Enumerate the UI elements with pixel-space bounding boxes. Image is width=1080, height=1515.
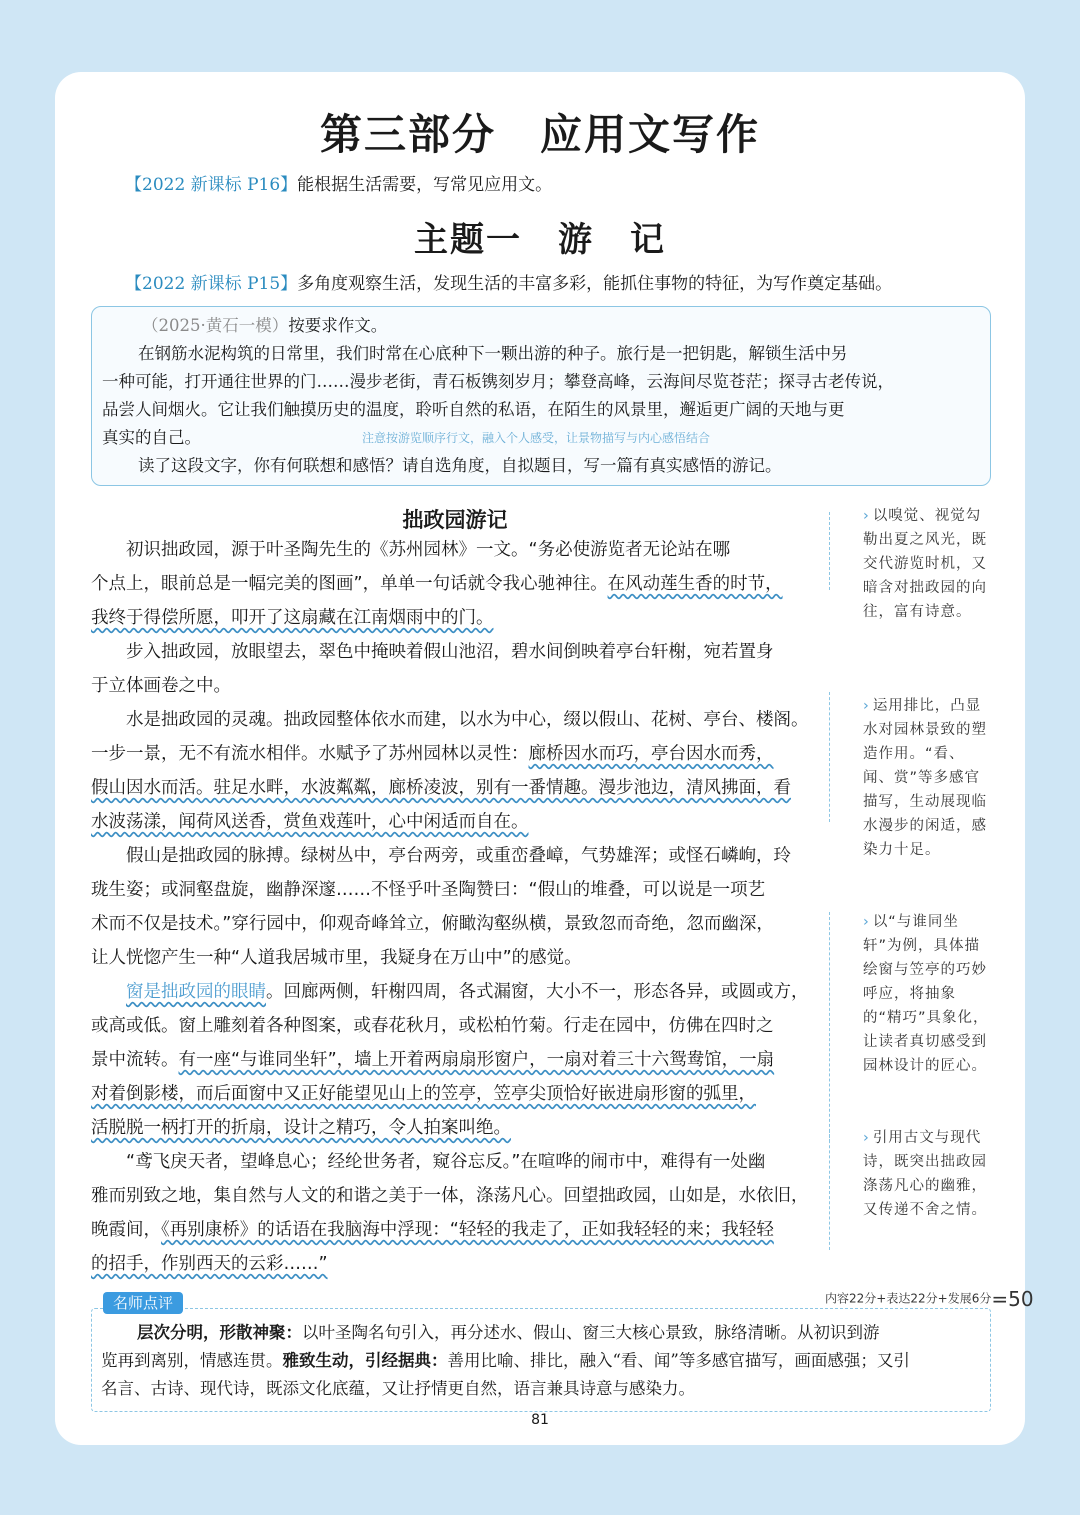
essay-text: 一步一景，无不有流水相伴。水赋予了苏州园林以灵性：: [91, 744, 529, 764]
essay-line: 初识拙政园，源于叶圣陶先生的《苏州园林》一文。“务必使游览者无论站在哪: [91, 540, 731, 560]
score-content-points: 22分: [849, 1291, 877, 1306]
comment-line: [137, 1322, 880, 1344]
essay-line: “鸢飞戾天者，望峰息心；经纶世务者，窥谷忘反。”在喧哗的闹市中，难得有一处幽: [91, 1152, 766, 1172]
standard-tag: 【2022 新课标 P16】: [125, 175, 298, 195]
essay-line: [91, 980, 809, 1004]
essay-line: 雅而别致之地，集自然与人文的和谐之美于一体，涤荡凡心。回望拙政园，山如是，水依旧，: [91, 1186, 809, 1206]
essay-text: 景中流转。: [91, 1050, 179, 1070]
comment-text: 以叶圣陶名句引入，再分述水、假山、窗三大核心景致，脉络清晰。从初识到游: [302, 1323, 880, 1342]
annotated-text: 对着倒影楼，而后面窗中又正好能望见山上的笠亭，笠亭尖顶恰好嵌进扇形窗的弧里，: [91, 1084, 756, 1104]
arrow-right-icon: ›: [863, 914, 870, 930]
side-note-text: 以“与谁同坐轩”为例，具体描绘窗与笠亭的巧妙呼应，将抽象的“精巧”具象化，让读者真切感受到园林设计的匠心。: [863, 914, 989, 1074]
essay-line: 术而不仅是技术。”穿行园中，仰观奇峰耸立，俯瞰沟壑纵横，景致忽而奇绝，忽而幽深，: [91, 914, 774, 934]
standard-tag: 【2022 新课标 P15】: [125, 274, 298, 294]
score-breakdown: 内容22分+表达22分+发展6分=50: [825, 1287, 1034, 1311]
curriculum-standard-p16: [125, 170, 552, 195]
essay-line: 假山是拙政园的脉搏。绿树丛中，亭台两旁，或重峦叠嶂，气势雄浑；或怪石嶙峋，玲: [91, 846, 791, 866]
comment-text: 览再到离别，情感连贯。: [101, 1351, 283, 1370]
essay-text: 。回廊两侧，轩榭四周，各式漏窗，大小不一，形态各异，或圆或方，: [266, 982, 809, 1002]
highlighted-phrase: 窗是拙政园的眼睛: [126, 982, 266, 1002]
standard-text: 多角度观察生活，发现生活的丰富多彩，能抓住事物的特征，为写作奠定基础。: [297, 274, 893, 294]
essay-line: 或高或低。窗上雕刻着各种图案，或春花秋月，或松柏竹菊。行走在园中，仿佛在四时之: [91, 1016, 774, 1036]
essay-text: 个点上，眼前总是一幅完美的图画”，单单一句话就令我心驰神往。: [91, 574, 608, 594]
margin-guide-line: [829, 692, 830, 822]
curriculum-standard-p15: [125, 269, 892, 294]
score-development-label: 发展: [947, 1291, 972, 1306]
document-page: [55, 72, 1034, 1445]
essay-title: 拙政园游记: [402, 508, 508, 532]
margin-guide-line: [829, 512, 830, 590]
theme-title: 主题一 游 记: [414, 220, 666, 260]
essay-text: 晚霞间，: [91, 1220, 161, 1240]
prompt-instruction: 按要求作文。: [288, 316, 388, 335]
side-note: [863, 1126, 993, 1222]
annotated-text: 《再别康桥》的话语在我脑海中浮现：“轻轻的我走了，正如我轻轻的来；我轻轻: [161, 1220, 774, 1240]
standard-text: 能根据生活需要，写常见应用文。: [297, 175, 553, 195]
comment-bold: 层次分明，形散神聚：: [137, 1323, 302, 1342]
annotated-text: 活脱脱一柄打开的折扇，设计之精巧，令人拍案叫绝。: [91, 1118, 511, 1138]
annotated-text: 我终于得偿所愿，叩开了这扇藏在江南烟雨中的门。: [91, 608, 494, 628]
prompt-line: 真实的自己。: [102, 428, 201, 447]
side-note: [863, 504, 993, 624]
prompt-line: 一种可能，打开通往世界的门……漫步老街，青石板镌刻岁月；攀登高峰，云海间尽览苍茫；探寻古老传说，: [102, 372, 894, 391]
side-note-text: 以嗅觉、视觉勾勒出夏之风光，既交代游览时机，又暗含对拙政园的向往，富有诗意。: [863, 508, 987, 620]
essay-line: 珑生姿；或洞壑盘旋，幽静深邃……不怪乎叶圣陶赞曰：“假山的堆叠，可以说是一项艺: [91, 880, 766, 900]
essay-line: [91, 1218, 774, 1242]
prompt-source: （2025·黄石一模）: [142, 316, 289, 335]
essay-line: 步入拙政园，放眼望去，翠色中掩映着假山池沼，碧水间倒映着亭台轩榭，宛若置身: [91, 642, 774, 662]
essay-line: 水是拙政园的灵魂。拙政园整体依水而建，以水为中心，缀以假山、花树、亭台、楼阁。: [91, 710, 809, 730]
margin-guide-line: [829, 912, 830, 1142]
side-note-text: 引用古文与现代诗，既突出拙政园涤荡凡心的幽雅，又传递不舍之情。: [863, 1130, 987, 1218]
side-note-text: 运用排比，凸显水对园林景致的塑造作用。“看、闻、赏”等多感官描写，生动展现临水漫步的闲适，感染力十足。: [863, 698, 987, 858]
annotated-text: 在风动莲生香的时节，: [607, 574, 783, 594]
annotated-text: 的招手，作别西天的云彩……”: [91, 1254, 328, 1274]
prompt-line: 品尝人间烟火。它让我们触摸历史的温度，聆听自然的私语，在陌生的风景里，邂逅更广阔的天地与更: [102, 400, 845, 419]
teacher-comment-label: 名师点评: [103, 1292, 183, 1314]
essay-line: [91, 572, 783, 596]
annotated-text: 廊桥因水而巧，亭台因水而秀，: [528, 744, 774, 764]
annotated-text: 有一座“与谁同坐轩”，墙上开着两扇扇形窗户，一扇对着三十六鸳鸯馆，一扇: [178, 1050, 775, 1070]
margin-guide-line: [829, 1130, 830, 1250]
writing-prompt-box: [91, 306, 991, 486]
comment-line: [101, 1350, 910, 1372]
comment-bold: 雅致生动，引经据典：: [282, 1351, 448, 1370]
side-note: [863, 910, 993, 1078]
score-expression-points: 22分: [910, 1291, 938, 1306]
score-total: =50: [991, 1287, 1034, 1311]
comment-line: 名言、古诗、现代诗，既添文化底蕴，又让抒情更自然，语言兼具诗意与感染力。: [101, 1379, 695, 1398]
comment-text: 善用比喻、排比，融入“看、闻”等多感官描写，画面感强；又引: [447, 1351, 910, 1370]
prompt-task: 读了这段文字，你有何联想和感悟？请自选角度，自拟题目，写一篇有真实感悟的游记。: [138, 456, 782, 475]
prompt-header: [142, 315, 387, 337]
essay-line: [91, 1048, 774, 1072]
handwritten-note: 注意按游览顺序行文，融入个人感受，让景物描写与内心感悟结合: [362, 431, 711, 445]
essay-line: 于立体画卷之中。: [91, 676, 231, 696]
arrow-right-icon: ›: [863, 508, 870, 524]
side-note: [863, 694, 993, 862]
annotated-text: 水波荡漾，闻荷风送香，赏鱼戏莲叶，心中闲适而自在。: [91, 812, 529, 832]
score-expression-label: 表达: [886, 1291, 911, 1306]
arrow-right-icon: ›: [863, 698, 870, 714]
annotated-text: 假山因水而活。驻足水畔，水波粼粼，廊桥凌波，别有一番情趣。漫步池边，清风拂面，看: [91, 778, 791, 798]
part-title: 第三部分 应用文写作: [319, 110, 760, 159]
prompt-line: 在钢筋水泥构筑的日常里，我们时常在心底种下一颗出游的种子。旅行是一把钥匙，解锁生活中另: [138, 344, 848, 363]
score-development-points: 6分: [971, 1291, 992, 1306]
page-number: 81: [531, 1412, 549, 1428]
essay-line: [91, 742, 774, 766]
essay-line: 让人恍惚产生一种“人道我居城市里，我疑身在万山中”的感觉。: [91, 948, 582, 968]
arrow-right-icon: ›: [863, 1130, 870, 1146]
score-content-label: 内容: [825, 1291, 850, 1306]
